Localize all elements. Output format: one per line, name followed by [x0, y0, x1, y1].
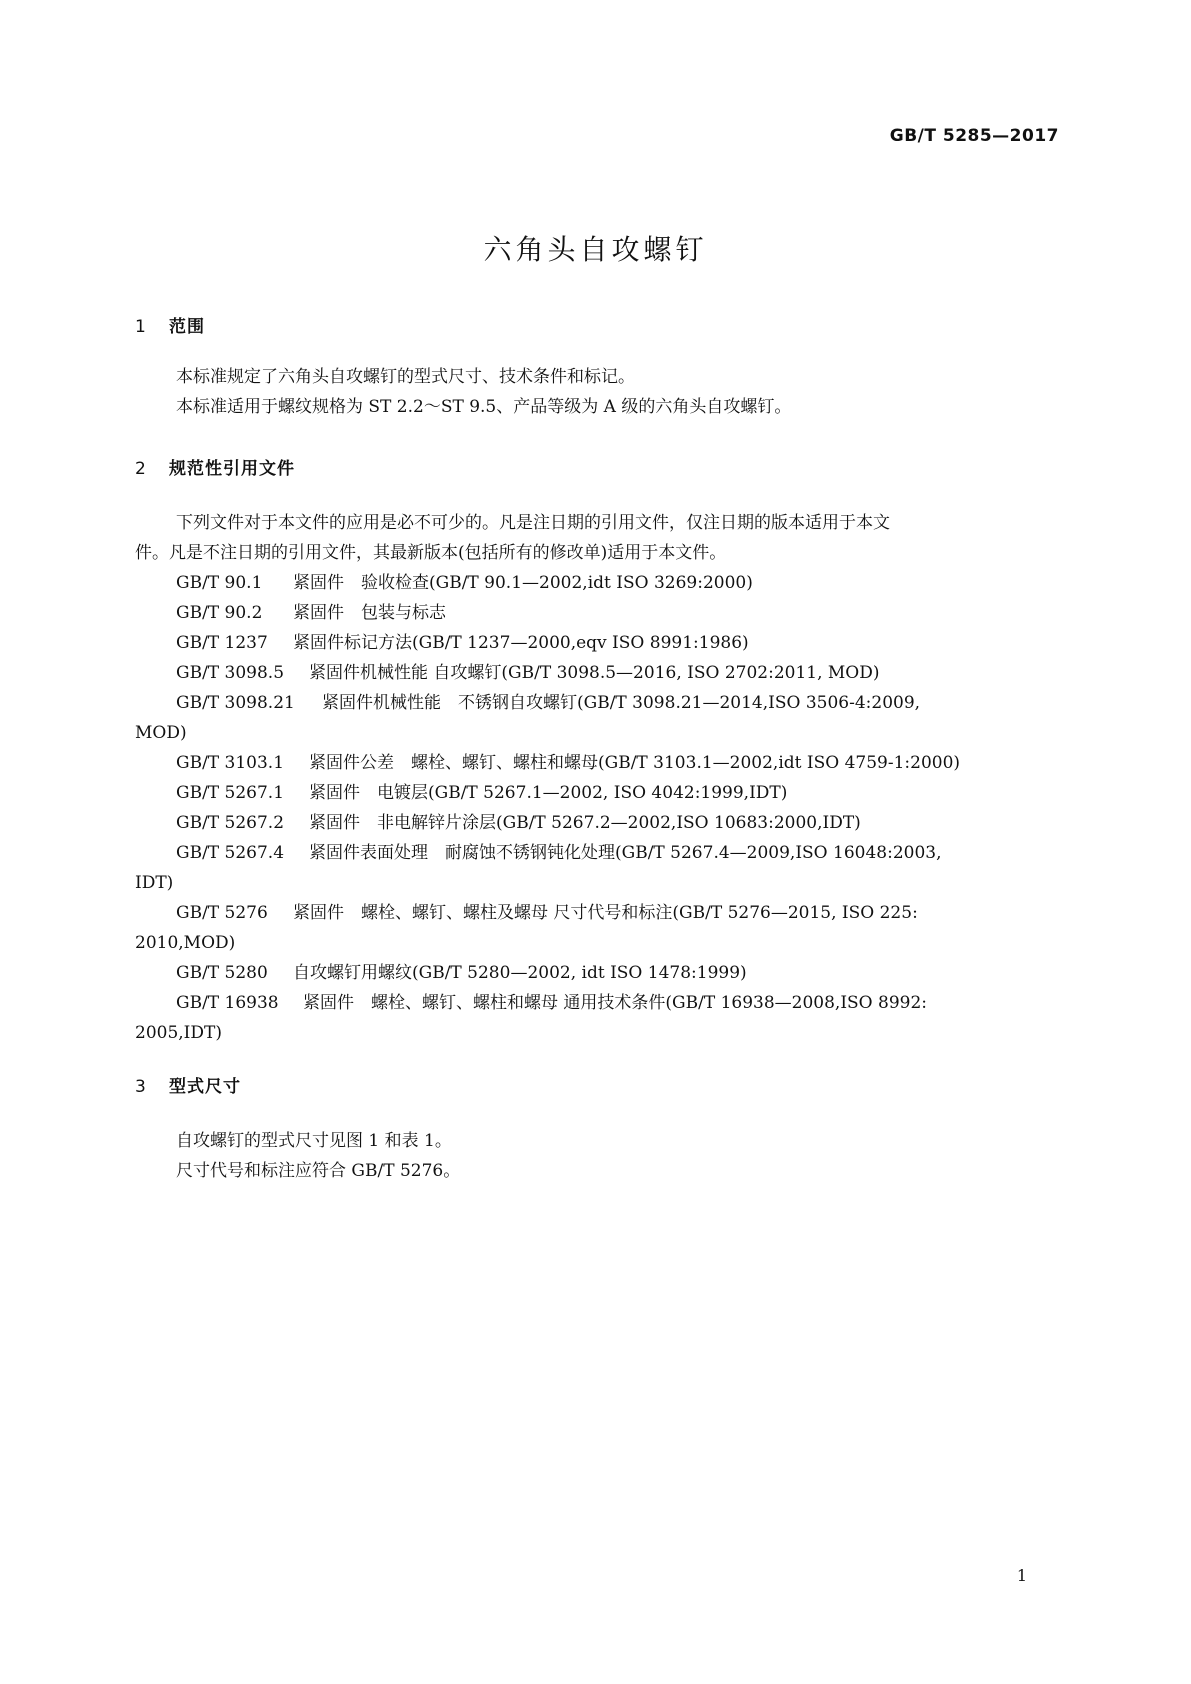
reference-text: 紧固件 验收检查(GB/T 90.1—2002,idt ISO 3269:2000): [293, 573, 753, 593]
reference-code: GB/T 3098.5: [176, 663, 285, 683]
section-title: 规范性引用文件: [169, 459, 295, 479]
reference-item: [135, 658, 1057, 688]
reference-code: GB/T 90.1: [176, 573, 263, 593]
paragraph-line: 下列文件对于本文件的应用是必不可少的。凡是注日期的引用文件，仅注日期的版本适用于本文: [176, 513, 890, 533]
reference-text: 紧固件机械性能 自攻螺钉(GB/T 3098.5—2016, ISO 2702:2011, MOD): [309, 663, 880, 683]
reference-item: [135, 598, 1057, 628]
reference-continuation: MOD): [135, 723, 187, 743]
paragraph-line: 尺寸代号和标注应符合 GB/T 5276。: [176, 1161, 461, 1181]
reference-code: GB/T 3103.1: [176, 753, 285, 773]
reference-text: 紧固件 螺栓、螺钉、螺柱及螺母 尺寸代号和标注(GB/T 5276—2015, ISO 225:: [293, 903, 918, 923]
reference-code: GB/T 1237: [176, 633, 268, 653]
document-title: 六角头自攻螺钉: [483, 233, 708, 266]
standard-code: GB/T 5285—2017: [889, 126, 1059, 146]
reference-code: GB/T 16938: [176, 993, 279, 1013]
section-3-body: [135, 1126, 1057, 1186]
reference-item: [135, 778, 1057, 808]
reference-code: GB/T 5267.4: [176, 843, 285, 863]
section-2-body: [135, 508, 1057, 1048]
section-title: 型式尺寸: [169, 1077, 241, 1097]
section-1-body: [135, 362, 1057, 422]
reference-item: [135, 958, 1057, 988]
reference-continuation: 2005,IDT): [135, 1023, 222, 1043]
reference-text: 紧固件公差 螺栓、螺钉、螺柱和螺母(GB/T 3103.1—2002,idt ISO 4759-1:2000): [309, 753, 961, 773]
paragraph-line: 件。凡是不注日期的引用文件，其最新版本(包括所有的修改单)适用于本文件。: [135, 543, 727, 563]
reference-item: [135, 808, 1057, 838]
reference-item: [135, 988, 1057, 1018]
section-3-heading: [135, 1072, 241, 1097]
reference-item: [135, 898, 1057, 928]
section-number: 1: [135, 317, 147, 337]
reference-item: [135, 628, 1057, 658]
reference-item: [135, 838, 1057, 868]
reference-text: 自攻螺钉用螺纹(GB/T 5280—2002, idt ISO 1478:1999): [293, 963, 747, 983]
reference-item: [135, 568, 1057, 598]
paragraph-line: 本标准规定了六角头自攻螺钉的型式尺寸、技术条件和标记。: [176, 367, 635, 387]
reference-text: 紧固件表面处理 耐腐蚀不锈钢钝化处理(GB/T 5267.4—2009,ISO 16048:2003,: [309, 843, 942, 863]
page-number: 1: [1016, 1566, 1027, 1585]
section-title: 范围: [169, 317, 205, 337]
reference-code: GB/T 5276: [176, 903, 268, 923]
paragraph-line: 本标准适用于螺纹规格为 ST 2.2～ST 9.5、产品等级为 A 级的六角头自攻螺钉。: [176, 397, 792, 417]
reference-item: [135, 748, 1057, 778]
reference-text: 紧固件 螺栓、螺钉、螺柱和螺母 通用技术条件(GB/T 16938—2008,ISO 8992:: [303, 993, 928, 1013]
reference-code: GB/T 5267.2: [176, 813, 285, 833]
reference-text: 紧固件机械性能 不锈钢自攻螺钉(GB/T 3098.21—2014,ISO 3506-4:2009,: [322, 693, 921, 713]
reference-text: 紧固件 非电解锌片涂层(GB/T 5267.2—2002,ISO 10683:2000,IDT): [309, 813, 861, 833]
section-number: 2: [135, 459, 147, 479]
reference-continuation: IDT): [135, 873, 174, 893]
reference-code: GB/T 3098.21: [176, 693, 295, 713]
reference-code: GB/T 5267.1: [176, 783, 285, 803]
reference-continuation: 2010,MOD): [135, 933, 236, 953]
section-1-heading: [135, 312, 205, 337]
reference-text: 紧固件标记方法(GB/T 1237—2000,eqv ISO 8991:1986): [293, 633, 749, 653]
reference-code: GB/T 5280: [176, 963, 268, 983]
section-number: 3: [135, 1077, 147, 1097]
section-2-heading: [135, 454, 295, 479]
paragraph-line: 自攻螺钉的型式尺寸见图 1 和表 1。: [176, 1131, 452, 1151]
reference-text: 紧固件 包装与标志: [293, 603, 446, 623]
reference-text: 紧固件 电镀层(GB/T 5267.1—2002, ISO 4042:1999,IDT): [309, 783, 788, 803]
reference-item: [135, 688, 1057, 718]
reference-code: GB/T 90.2: [176, 603, 263, 623]
